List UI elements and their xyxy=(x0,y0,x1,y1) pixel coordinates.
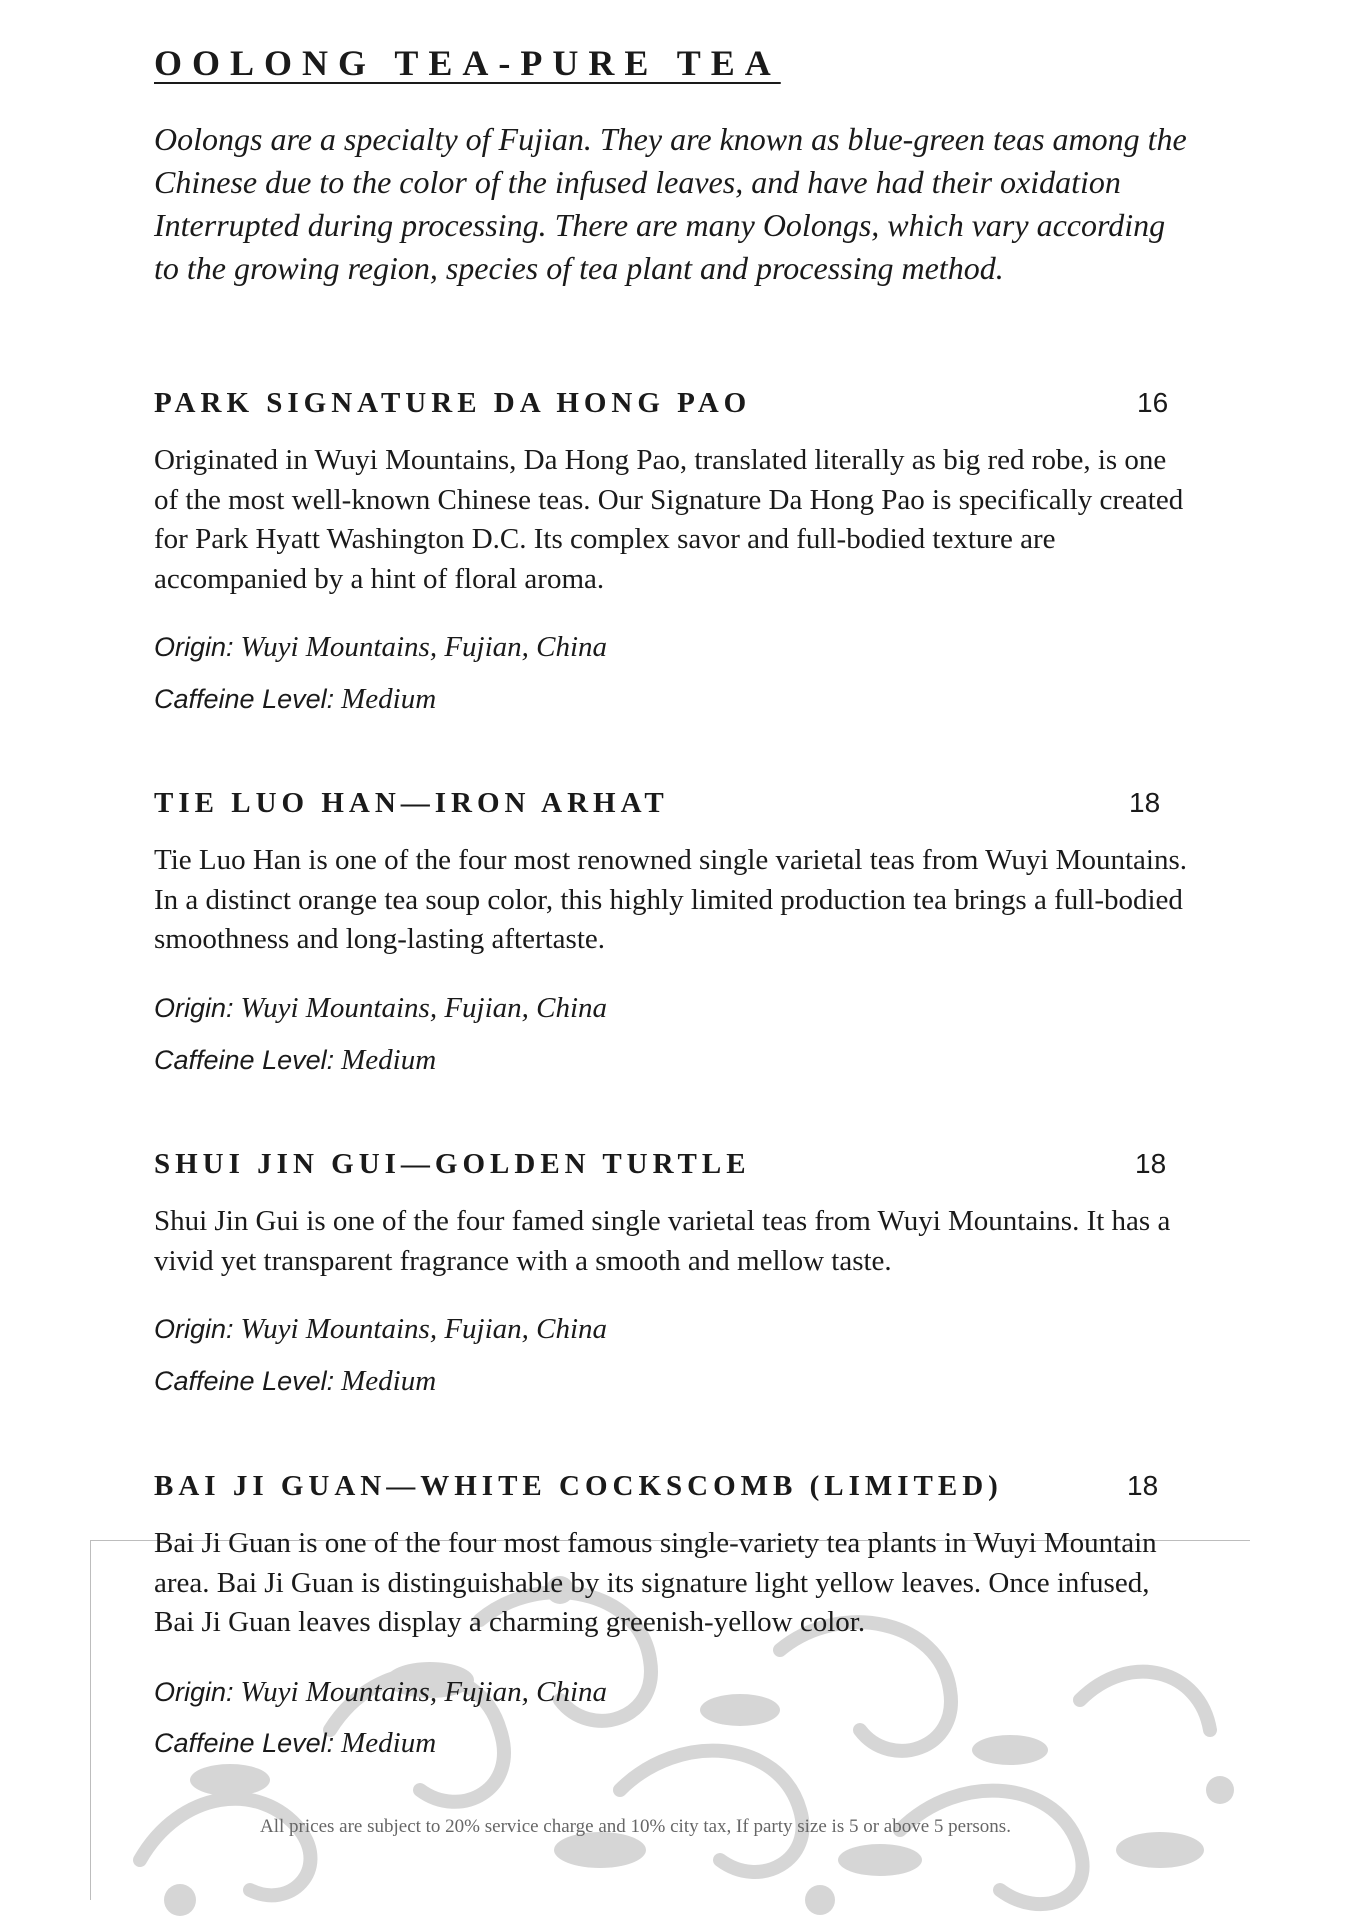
origin-value: Wuyi Mountains, Fujian, China xyxy=(240,992,608,1024)
tea-item-bai-ji-guan xyxy=(154,1470,1194,1643)
tea-price: 18 xyxy=(1135,1148,1167,1179)
tea-caffeine xyxy=(154,1727,436,1760)
caffeine-label: Caffeine Level: xyxy=(154,1045,335,1075)
tea-origin xyxy=(154,1313,607,1346)
tea-name: PARK SIGNATURE DA HONG PAO xyxy=(154,387,752,419)
tea-description: Bai Ji Guan is one of the four most famous single-variety tea plants in Wuyi Mountain area. Bai Ji Guan is distinguishable by its signature light yellow leaves. Once infused, Bai Ji Guan leaves display a charming greenish-yellow color. xyxy=(154,1527,1157,1638)
tea-price: 16 xyxy=(1137,387,1169,418)
origin-label: Origin: xyxy=(154,1677,234,1707)
caffeine-label: Caffeine Level: xyxy=(154,684,335,714)
tea-price: 18 xyxy=(1127,1470,1159,1501)
tea-origin xyxy=(154,992,607,1025)
caffeine-value: Medium xyxy=(341,1365,437,1397)
origin-value: Wuyi Mountains, Fujian, China xyxy=(240,1313,608,1345)
tea-caffeine xyxy=(154,1365,436,1398)
frame-line-vertical xyxy=(90,1540,91,1900)
caffeine-value: Medium xyxy=(341,683,437,715)
intro-paragraph: Oolongs are a specialty of Fujian. They are known as blue-green teas among the Chinese due to the color of the infused leaves, and have had their oxidation Interrupted during processing. There are many Oolongs, which vary according to the growing region, species of tea plant and processing method. xyxy=(154,121,1187,286)
caffeine-value: Medium xyxy=(341,1727,437,1759)
tea-item-da-hong-pao xyxy=(154,387,1194,599)
caffeine-label: Caffeine Level: xyxy=(154,1728,335,1758)
tea-caffeine xyxy=(154,1044,436,1077)
caffeine-label: Caffeine Level: xyxy=(154,1366,335,1396)
tea-name: SHUI JIN GUI—GOLDEN TURTLE xyxy=(154,1148,751,1180)
origin-label: Origin: xyxy=(154,632,234,662)
tea-price: 18 xyxy=(1129,787,1161,818)
origin-label: Origin: xyxy=(154,993,234,1023)
page-title: OOLONG TEA-PURE TEA xyxy=(154,43,781,83)
tea-name: TIE LUO HAN—IRON ARHAT xyxy=(154,787,669,819)
tea-caffeine xyxy=(154,683,436,716)
tea-origin xyxy=(154,1676,607,1709)
caffeine-value: Medium xyxy=(341,1044,437,1076)
origin-label: Origin: xyxy=(154,1314,234,1344)
tea-description: Tie Luo Han is one of the four most renowned single varietal teas from Wuyi Mountains. In a distinct orange tea soup color, this highly limited production tea brings a full-bodied smoothness and long-lasting aftertaste. xyxy=(154,844,1187,955)
tea-name: BAI JI GUAN—WHITE COCKSCOMB (LIMITED) xyxy=(154,1470,1003,1502)
tea-description: Originated in Wuyi Mountains, Da Hong Pao, translated literally as big red robe, is one of the most well-known Chinese teas. Our Signature Da Hong Pao is specifically created for Park Hyatt Washington D.C. Its complex savor and full-bodied texture are accompanied by a hint of floral aroma. xyxy=(154,444,1184,595)
pricing-footnote: All prices are subject to 20% service charge and 10% city tax, If party size is 5 or above 5 persons. xyxy=(260,1816,1011,1837)
tea-origin xyxy=(154,631,607,664)
tea-description: Shui Jin Gui is one of the four famed single varietal teas from Wuyi Mountains. It has a vivid yet transparent fragrance with a smooth and mellow taste. xyxy=(154,1205,1171,1277)
tea-item-shui-jin-gui xyxy=(154,1148,1194,1281)
origin-value: Wuyi Mountains, Fujian, China xyxy=(240,1676,608,1708)
origin-value: Wuyi Mountains, Fujian, China xyxy=(240,631,608,663)
tea-item-tie-luo-han xyxy=(154,787,1194,960)
